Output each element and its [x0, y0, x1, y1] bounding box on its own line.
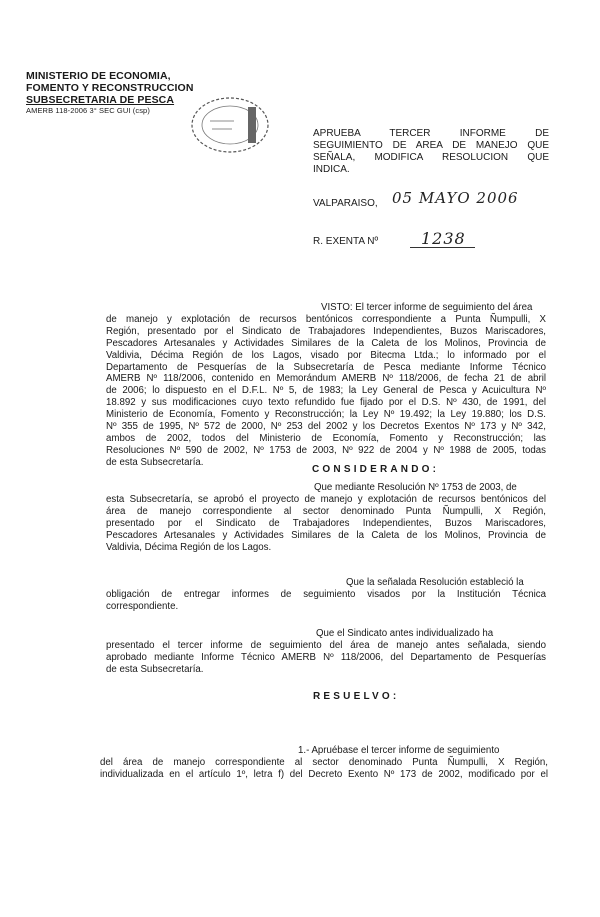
- ministry-name-line2: FOMENTO Y RECONSTRUCCION: [26, 82, 194, 94]
- paragraph-line: Valdivia, Décima Región de los Lagos, visado por Bitecma Ltda.; lo informado por el: [106, 349, 546, 361]
- paragraph-line: del área de manejo correspondiente al sector denominado Punta Ñumpulli, X Región,: [100, 756, 548, 768]
- paragraph-line: Departamento de Pesquerías de la Subsecretaría de Pesca mediante Informe Técnico: [106, 361, 546, 373]
- summary-line: INDICA.: [313, 164, 350, 175]
- resolution-summary: [313, 128, 549, 176]
- subsecretaria-name: SUBSECRETARIA DE PESCA: [26, 94, 175, 106]
- paragraph-line: Valdivia, Décima Región de los Lagos.: [106, 541, 272, 553]
- resolution-number-underline: [410, 247, 475, 248]
- paragraph-line: Pescadores Artesanales y Actividades Similares de la Caleta de los Molinos, Provincia de: [106, 337, 546, 349]
- paragraph-line: presentado el tercer informe de seguimiento del área de manejo antes señalada, siendo: [106, 639, 546, 651]
- letterhead: [26, 70, 194, 116]
- summary-line: APRUEBA TERCER INFORME DE: [313, 128, 549, 139]
- considerando-heading: CONSIDERANDO:: [312, 464, 440, 475]
- considerando-paragraph-3: [106, 628, 546, 676]
- paragraph-line: obligación de entregar informes de seguimiento visados por la Institución Técnica: [106, 588, 546, 600]
- official-stamp-seal: [188, 95, 272, 155]
- ministry-name-line1: MINISTERIO DE ECONOMIA,: [26, 70, 171, 82]
- paragraph-line: Pescadores Artesanales y Actividades Similares de la Caleta de los Molinos, Provincia de: [106, 529, 546, 541]
- paragraph-line: Ministerio de Economía, Fomento y Reconstrucción; la Ley Nº 19.492; la Ley 19.880; los D.S.: [106, 409, 546, 421]
- paragraph-line: Que el Sindicato antes individualizado ha: [316, 628, 494, 639]
- considerando-paragraph-2: [106, 577, 546, 613]
- paragraph-line: Nº 355 de 1995, Nº 572 de 2000, Nº 253 del 2002 y los Decretos Exentos Nº 173 y Nº 342,: [106, 421, 546, 433]
- paragraph-line: individualizada en el artículo 1º, letra f) del Decreto Exento Nº 173 de 2002, modificado por el: [100, 768, 548, 780]
- summary-line: SEGUIMIENTO DE AREA DE MANEJO QUE: [313, 140, 549, 151]
- paragraph-line: área de manejo correspondiente al sector denominado Punta Ñumpulli, X Región,: [106, 505, 546, 517]
- paragraph-line: esta Subsecretaría, se aprobó el proyecto de manejo y explotación de recursos bentónicos del: [106, 493, 546, 505]
- resuelvo-heading: RESUELVO:: [313, 691, 400, 702]
- paragraph-line: Región, presentado por el Sindicato de Trabajadores Independientes, Buzos Mariscadores,: [106, 325, 546, 337]
- paragraph-line: ambos de 2002, todos del Ministerio de Economía, Fomento y Reconstrucción; las: [106, 432, 546, 444]
- place-label: VALPARAISO,: [313, 198, 378, 209]
- paragraph-line: VISTO: El tercer informe de seguimiento del área: [321, 302, 533, 313]
- considerando-paragraph-1: [106, 482, 546, 553]
- paragraph-line: 1.- Apruébase el tercer informe de seguimiento: [298, 745, 500, 756]
- paragraph-line: 18.892 y sus modificaciones cuyo texto refundido fue fijado por el D.S. Nº 430, de 1991, del: [106, 397, 546, 409]
- paragraph-line: Que mediante Resolución Nº 1753 de 2003, de: [314, 482, 517, 493]
- document-reference: AMERB 118-2006 3° SEC GUI (csp): [26, 106, 150, 115]
- paragraph-line: aprobado mediante Informe Técnico AMERB Nº 118/2006, del Departamento de Pesquerías: [106, 651, 546, 663]
- paragraph-line: presentado por el Sindicato de Trabajadores Independientes, Buzos Mariscadores,: [106, 517, 546, 529]
- paragraph-line: Que la señalada Resolución estableció la: [346, 577, 524, 588]
- paragraph-line: de esta Subsecretaría.: [106, 456, 204, 468]
- handwritten-date: 05 MAYO 2006: [392, 189, 519, 207]
- visto-paragraph: [106, 302, 546, 469]
- resuelvo-paragraph-1: [100, 745, 548, 781]
- resolution-number: 1238: [421, 229, 466, 248]
- paragraph-line: AMERB Nº 118/2006, contenido en Memorándum AMERB Nº 118/2006, de fecha 21 de abril: [106, 373, 546, 385]
- resolution-label: R. EXENTA Nº: [313, 236, 379, 247]
- paragraph-line: Resoluciones Nº 590 de 2002, Nº 1753 de 2003, Nº 922 de 2004 y Nº 1988 de 2005, todas: [106, 444, 546, 456]
- paragraph-line: de esta Subsecretaría.: [106, 663, 204, 675]
- paragraph-line: correspondiente.: [106, 600, 179, 612]
- paragraph-line: de manejo y explotación de recursos bentónicos correspondiente a Punta Ñumpulli, X: [106, 313, 546, 325]
- paragraph-line: de 2006; lo dispuesto en el D.F.L. Nº 5, de 1983; la Ley General de Pesca y Acuicultura Nº: [106, 385, 546, 397]
- summary-line: SEÑALA, MODIFICA RESOLUCION QUE: [313, 152, 549, 163]
